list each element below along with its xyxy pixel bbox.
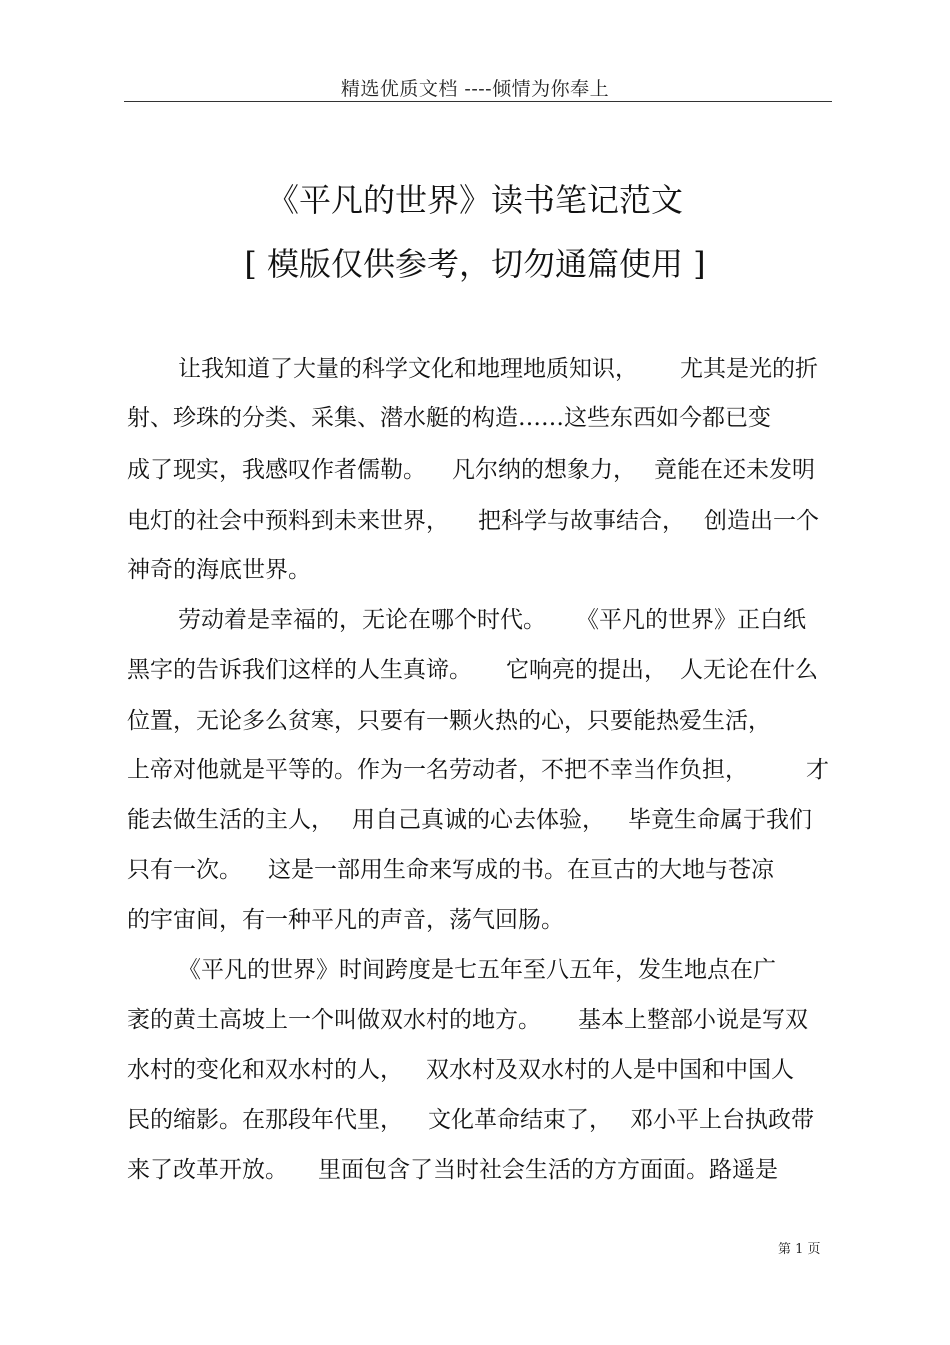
- text-segment: 才: [806, 757, 829, 783]
- text-segment: 民的缩影。在那段年代里，: [127, 1107, 403, 1133]
- text-segment: 邓小平上台执政带: [630, 1107, 814, 1133]
- text-segment: 双水村及双水村的人是中国和中国人: [426, 1057, 794, 1083]
- text-segment: 神奇的海底世界。: [127, 557, 311, 583]
- text-segment: 成了现实，我感叹作者儒勒。: [127, 457, 426, 483]
- text-segment: 竟能在还未发明: [654, 457, 815, 483]
- text-segment: 用自己真诚的心去体验，: [352, 807, 605, 833]
- text-segment: 让我知道了大量的科学文化和地理地质知识，: [178, 356, 638, 382]
- text-segment: 劳动着是幸福的，无论在哪个时代。: [178, 607, 546, 633]
- text-segment: 人无论在什么: [680, 657, 818, 683]
- text-segment: 它响亮的提出，: [506, 657, 667, 683]
- text-segment: 《平凡的世界》正白纸: [576, 607, 806, 633]
- text-segment: 水村的变化和双水村的人，: [127, 1057, 403, 1083]
- text-segment: 黑字的告诉我们这样的人生真谛。: [127, 657, 472, 683]
- text-segment: 文化革命结束了，: [428, 1107, 612, 1133]
- text-segment: 凡尔纳的想象力，: [452, 457, 636, 483]
- document-title: 《平凡的世界》读书笔记范文: [266, 181, 683, 219]
- document-subtitle: [ 模版仅供参考，切勿通篇使用 ]: [244, 245, 706, 283]
- text-segment: 尤其是光的折: [680, 356, 818, 382]
- page-header: 精选优质文档 ----倾情为你奉上: [340, 78, 610, 100]
- text-segment: 把科学与故事结合，: [478, 508, 685, 534]
- header-divider: [124, 101, 832, 102]
- text-segment: 毕竟生命属于我们: [628, 807, 812, 833]
- page-number: 第 1 页: [778, 1242, 821, 1257]
- text-segment: 这是一部用生命来写成的书。在亘古的大地与苍凉: [268, 857, 774, 883]
- text-segment: 上帝对他就是平等的。作为一名劳动者，不把不幸当作负担，: [127, 757, 748, 783]
- text-segment: 射、珍珠的分类、采集、潜水艇的构造……这些东西如今都已变: [127, 405, 771, 431]
- text-segment: 里面包含了当时社会生活的方方面面。路遥是: [318, 1157, 778, 1183]
- text-segment: 来了改革开放。: [127, 1157, 288, 1183]
- text-segment: 基本上整部小说是写双: [578, 1007, 808, 1033]
- text-segment: 袤的黄土高坡上一个叫做双水村的地方。: [127, 1007, 541, 1033]
- text-segment: 创造出一个: [704, 508, 819, 534]
- text-segment: 的宇宙间，有一种平凡的声音，荡气回肠。: [127, 907, 564, 933]
- text-segment: 电灯的社会中预料到未来世界，: [127, 508, 449, 534]
- text-segment: 能去做生活的主人，: [127, 807, 334, 833]
- text-segment: 《平凡的世界》时间跨度是七五年至八五年，发生地点在广: [178, 957, 776, 983]
- text-segment: 位置，无论多么贫寒，只要有一颗火热的心，只要能热爱生活，: [127, 708, 771, 734]
- text-segment: 只有一次。: [127, 857, 242, 883]
